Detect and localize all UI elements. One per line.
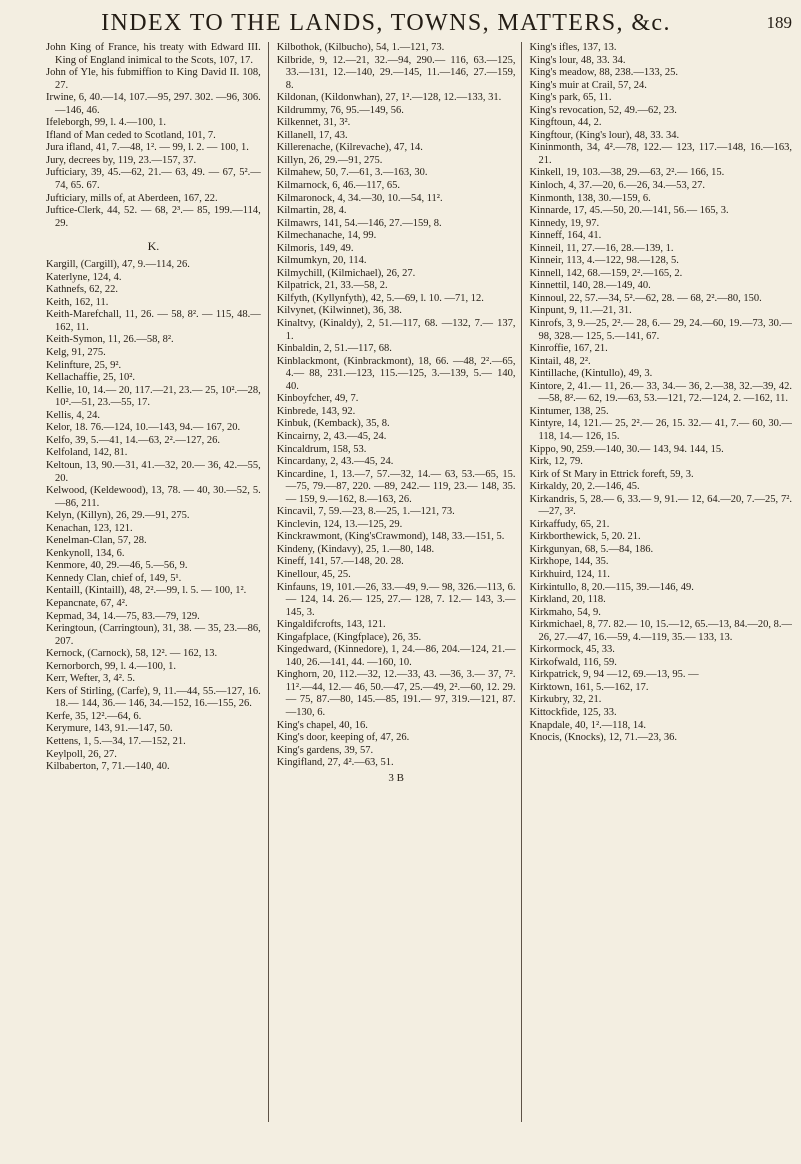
- index-entry: Kirkintullo, 8, 20.—115, 39.—146, 49.: [529, 581, 694, 593]
- index-entry: Kintore, 2, 41.— 11, 26.— 33, 34.— 36, 2.—38, 32.—39, 42.—58, 8².— 62, 19.—63, 53.—121, 72.—124, 2. —162, 11.: [529, 380, 792, 405]
- index-entry: Kentaill, (Kintaill), 48, 2².—99, l. 5. — 100, 1².: [46, 585, 247, 597]
- index-entry: Kincavil, 7, 59.—23, 8.—25, 1.—121, 73.: [276, 506, 455, 518]
- index-entry: Kinroffie, 167, 21.: [529, 343, 608, 355]
- index-entry: Kinloch, 4, 37.—20, 6.—26, 34.—53, 27.: [529, 180, 706, 192]
- index-entry: Kintillache, (Kintullo), 49, 3.: [529, 368, 653, 380]
- index-entry: Kininmonth, 34, 4².—78, 122.— 123, 117.—148, 16.—163, 21.: [529, 142, 792, 166]
- index-entry: Kinblackmont, (Kinbrackmont), 18, 66. —48, 2².—65, 4.— 88, 231.—123, 115.—125, 3.—139, 5.— 140, 40.: [276, 355, 516, 392]
- index-entry: Kinbuk, (Kemback), 35, 8.: [276, 418, 390, 430]
- index-entry: Kernorborch, 99, l. 4.—100, 1.: [46, 660, 177, 672]
- index-entry: Kincardine, 1, 13.—7, 57.—32, 14.— 63, 53.—65, 15.—75, 79.—87, 220. —89, 242.— 119, 23.— 148, 35.— 159, 9.—162, 8.—163, 26.: [276, 468, 516, 505]
- index-entry: Keylpoll, 26, 27.: [46, 748, 117, 760]
- index-entry: Kenachan, 123, 121.: [46, 522, 133, 534]
- index-entry: Kinfauns, 19, 101.—26, 33.—49, 9.— 98, 326.—113, 6.— 124, 14. 26.— 125, 27.— 128, 7. 12.— 143, 3.— 145, 3.: [276, 581, 516, 618]
- page-number: 189: [766, 13, 792, 32]
- index-entry: Kinpunt, 9, 11.—21, 31.: [529, 305, 632, 317]
- page-header: [32, 6, 792, 40]
- index-entry: John of Yle, his fubmiffion to King David II. 108, 27.: [46, 67, 261, 91]
- index-entry: Kirktown, 161, 5.—162, 17.: [529, 681, 649, 693]
- index-entry: Kelor, 18. 76.—124, 10.—143, 94.— 167, 20.: [46, 422, 241, 434]
- index-entry: Kildonan, (Kildonwhan), 27, 1².—128, 12.—133, 31.: [276, 92, 502, 104]
- index-entry: Kinneil, 11, 27.—16, 28.—139, 1.: [529, 242, 674, 254]
- index-entry: Kingedward, (Kinnedore), 1, 24.—86, 204.—124, 21.—140, 26.—141, 44. —160, 10.: [276, 644, 516, 668]
- index-entry: Kilkennet, 31, 3².: [276, 117, 351, 129]
- index-entry: Kepancnate, 67, 4².: [46, 597, 128, 609]
- index-entry: Kirkandris, 5, 28.— 6, 33.— 9, 91.— 12, 64.—20, 7.—25, 7².—27, 3².: [529, 493, 792, 518]
- index-columns: [46, 42, 792, 1122]
- section-letter-heading: K.: [147, 239, 160, 254]
- index-entry: Kirk of St Mary in Ettrick foreft, 59, 3.: [529, 468, 694, 480]
- index-entry: King's park, 65, 11.: [529, 92, 612, 104]
- index-entry: Kirkgunyan, 68, 5.—84, 186.: [529, 543, 654, 555]
- index-entry: Kinclevin, 124, 13.—125, 29.: [276, 518, 403, 530]
- index-entry: Kilmarnock, 6, 46.—117, 65.: [276, 180, 401, 192]
- index-entry: Kers of Stirling, (Carfe), 9, 11.—44, 55.—127, 16. 18.— 144, 36.— 146, 34.—152, 16.—155, 26.: [46, 685, 261, 710]
- index-entry: Kelyn, (Killyn), 26, 29.—91, 275.: [46, 510, 190, 522]
- index-entry: Kirk, 12, 79.: [529, 456, 583, 468]
- index-entry: King's door, keeping of, 47, 26.: [276, 732, 410, 744]
- index-entry: King's ifles, 137, 13.: [529, 42, 617, 53]
- index-entry: Knapdale, 40, 1².—118, 14.: [529, 719, 646, 731]
- index-entry: Kinmonth, 138, 30.—159, 6.: [529, 192, 651, 204]
- index-column-right: [521, 42, 792, 1122]
- index-entry: Kernock, (Carnock), 58, 12². — 162, 13.: [46, 648, 218, 660]
- index-entry: Kerymure, 143, 91.—147, 50.: [46, 723, 173, 735]
- index-entry: Kenmore, 40, 29.—46, 5.—56, 9.: [46, 560, 188, 572]
- index-entry: Kindeny, (Kindavy), 25, 1.—80, 148.: [276, 543, 435, 555]
- index-entry: Killerenache, (Kilrevache), 47, 14.: [276, 142, 423, 154]
- index-entry: Kilmartin, 28, 4.: [276, 205, 347, 217]
- index-entry: Kinghorn, 20, 112.—32, 12.—33, 43. —36, 3.— 37, 7². 11².—44, 12.— 46, 50.—47, 25.—49, 2².—60, 12. 29.— 75, 87.—80, 145.—85, 191.— 97, 319.—121, 87.—130, 6.: [276, 669, 516, 718]
- index-entry: Killyn, 26, 29.—91, 275.: [276, 154, 383, 166]
- index-entry: Kettens, 1, 5.—34, 17.—152, 21.: [46, 735, 186, 747]
- index-entry: Kelinfture, 25, 9².: [46, 359, 122, 371]
- index-entry: Kirkofwald, 116, 59.: [529, 656, 617, 668]
- index-entry: Kilbride, 9, 12.—21, 32.—94, 290.— 116, 63.—125, 33.—131, 12.—140, 29.—145, 11.—146, 27.—159, 8.: [276, 54, 516, 91]
- index-entry: King's muir at Crail, 57, 24.: [529, 79, 647, 91]
- index-entry: Kirkormock, 45, 33.: [529, 644, 615, 656]
- index-entry: Kellachaffie, 25, 10².: [46, 372, 135, 384]
- index-entry: Kilmumkyn, 20, 114.: [276, 255, 367, 267]
- index-entry: Kelfoland, 142, 81.: [46, 447, 128, 459]
- index-entry: Kilbothok, (Kilbucho), 54, 1.—121, 73.: [276, 42, 445, 53]
- index-entry: Kincaldrum, 158, 53.: [276, 443, 367, 455]
- index-entry: Ifeleborgh, 99, l. 4.—100, 1.: [46, 117, 166, 129]
- index-entry: Kinnell, 142, 68.—159, 2².—165, 2.: [529, 267, 683, 279]
- index-entry: Jufticiary, mills of, at Aberdeen, 167, 22.: [46, 192, 218, 204]
- index-entry: Kilvynet, (Kilwinnet), 36, 38.: [276, 305, 402, 317]
- index-entry: Kintail, 48, 2².: [529, 355, 591, 367]
- index-entry: Kinboyfcher, 49, 7.: [276, 393, 359, 405]
- index-entry: Kintyre, 14, 121.— 25, 2².— 26, 15. 32.— 41, 7.— 60, 30.— 118, 14.— 126, 15.: [529, 418, 792, 442]
- index-entry: Kellis, 4, 24.: [46, 409, 100, 421]
- index-entry: Keltoun, 13, 90.—31, 41.—32, 20.— 36, 42.—55, 20.: [46, 459, 261, 484]
- running-title: INDEX TO THE LANDS, TOWNS, MATTERS, &c.: [101, 10, 671, 36]
- index-column-middle: [268, 42, 522, 1122]
- index-entry: Kippo, 90, 259.—140, 30.— 143, 94. 144, 15.: [529, 443, 724, 455]
- index-entry: Kinellour, 45, 25.: [276, 568, 351, 580]
- index-entry: Kirkpatrick, 9, 94 —12, 69.—13, 95. —: [529, 669, 699, 681]
- index-entry: Jufticiary, 39, 45.—62, 21.— 63, 49. — 67, 5².—74, 65. 67.: [46, 167, 261, 192]
- index-entry: Kirkhuird, 124, 11.: [529, 568, 610, 580]
- index-entry: Kilpatrick, 21, 33.—58, 2.: [276, 280, 388, 292]
- index-entry: King's lour, 48, 33. 34.: [529, 54, 626, 66]
- index-entry: Kirkaldy, 20, 2.—146, 45.: [529, 481, 640, 493]
- index-entry: Kirkland, 20, 118.: [529, 594, 606, 606]
- index-entry: Keringtoun, (Carringtoun), 31, 38. — 35, 23.—86, 207.: [46, 623, 261, 647]
- index-entry: Kinnettil, 140, 28.—149, 40.: [529, 280, 651, 292]
- index-entry: Kinnedy, 19, 97.: [529, 217, 600, 229]
- index-entry: Kerfe, 35, 12².—64, 6.: [46, 710, 142, 722]
- index-entry: Kilbaberton, 7, 71.—140, 40.: [46, 761, 170, 773]
- index-entry: Jury, decrees by, 119, 23.—157, 37.: [46, 154, 197, 166]
- index-entry: King's chapel, 40, 16.: [276, 719, 368, 731]
- index-entry: Kirkhope, 144, 35.: [529, 556, 609, 568]
- index-entry: Kingftour, (King's lour), 48, 33. 34.: [529, 129, 680, 141]
- index-entry: Kenkynoll, 134, 6.: [46, 547, 125, 559]
- index-entry: Kirkmichael, 8, 77. 82.— 10, 15.—12, 65.—13, 84.—20, 8.—26, 27.—47, 16.—59, 4.—119, 35.— 133, 13.: [529, 619, 792, 643]
- index-entry: Kerr, Wefter, 3, 4². 5.: [46, 673, 136, 685]
- index-entry: Kinbrede, 143, 92.: [276, 405, 356, 417]
- index-entry: Jura ifland, 41, 7.—48, 1². — 99, l. 2. — 100, 1.: [46, 142, 249, 154]
- index-entry: Irwine, 6, 40.—14, 107.—95, 297. 302. —96, 306.—146, 46.: [46, 92, 261, 116]
- signature-mark: 3 B: [388, 771, 404, 784]
- index-entry: Kelg, 91, 275.: [46, 347, 106, 359]
- index-entry: Kinrofs, 3, 9.—25, 2².— 28, 6.— 29, 24.—60, 19.—73, 30.—98, 328.— 125, 5.—141, 67.: [529, 318, 792, 342]
- index-entry: Kargill, (Cargill), 47, 9.—114, 26.: [46, 259, 190, 271]
- index-entry: Kinneff, 164, 41.: [529, 230, 602, 242]
- index-entry: Keith-Symon, 11, 26.—58, 8².: [46, 334, 174, 346]
- index-entry: Kilfyth, (Kyllynfyth), 42, 5.—69, l. 10. —71, 12.: [276, 292, 484, 304]
- index-entry: Juftice-Clerk, 44, 52. — 68, 2³.— 85, 199.—114, 29.: [46, 205, 261, 229]
- index-entry: Kineff, 141, 57.—148, 20. 28.: [276, 556, 404, 568]
- index-entry: Keith-Marefchall, 11, 26. — 58, 8². — 115, 48.—162, 11.: [46, 309, 261, 333]
- index-entry: Kincardany, 2, 43.—45, 24.: [276, 456, 394, 468]
- index-entry: Kilmawrs, 141, 54.—146, 27.—159, 8.: [276, 217, 442, 229]
- index-entry: Kinkell, 19, 103.—38, 29.—63, 2².— 166, 15.: [529, 167, 725, 179]
- index-entry: Kittockfide, 125, 33.: [529, 706, 617, 718]
- index-entry: Kennedy Clan, chief of, 149, 5¹.: [46, 572, 182, 584]
- index-entry: Killanell, 17, 43.: [276, 129, 348, 141]
- index-entry: Kildrummy, 76, 95.—149, 56.: [276, 104, 404, 116]
- index-entry: Katerlyne, 124, 4.: [46, 271, 122, 283]
- index-entry: King's gardens, 39, 57.: [276, 744, 374, 756]
- index-entry: Kilmechanache, 14, 99.: [276, 230, 377, 242]
- index-entry: Kirkaffudy, 65, 21.: [529, 518, 610, 530]
- index-entry: Kinckrawmont, (King'sCrawmond), 148, 33.—151, 5.: [276, 531, 505, 543]
- index-column-left: [46, 42, 268, 1122]
- index-entry: Kintumer, 138, 25.: [529, 405, 609, 417]
- index-entry: Kilmoris, 149, 49.: [276, 242, 354, 254]
- index-entry: Kelwood, (Keldewood), 13, 78. — 40, 30.—52, 5.—86, 211.: [46, 485, 261, 509]
- index-entry: Kinaltvy, (Kinaldy), 2, 51.—117, 68. —132, 7.— 137, 1.: [276, 318, 516, 342]
- index-entry: Kincairny, 2, 43.—45, 24.: [276, 430, 387, 442]
- index-entry: Kingaldifcrofts, 143, 121.: [276, 619, 386, 631]
- index-entry: Kirkborthewick, 5, 20. 21.: [529, 531, 641, 543]
- index-entry: Kenelman-Clan, 57, 28.: [46, 535, 147, 547]
- index-entry: Kinneir, 113, 4.—122, 98.—128, 5.: [529, 255, 679, 267]
- index-entry: King's meadow, 88, 238.—133, 25.: [529, 67, 678, 79]
- index-entry: Kingafplace, (Kingfplace), 26, 35.: [276, 631, 422, 643]
- index-entry: Knocis, (Knocks), 12, 71.—23, 36.: [529, 732, 678, 744]
- index-entry: Kirkmaho, 54, 9.: [529, 606, 601, 618]
- index-entry: Kinnarde, 17, 45.—50, 20.—141, 56.— 165, 3.: [529, 205, 729, 217]
- index-entry: Kinbaldin, 2, 51.—117, 68.: [276, 343, 392, 355]
- index-entry: Kathnefs, 62, 22.: [46, 284, 119, 296]
- index-entry: Kirkubry, 32, 21.: [529, 694, 602, 706]
- index-entry: Keith, 162, 11.: [46, 296, 109, 308]
- index-entry: Ifland of Man ceded to Scotland, 101, 7.: [46, 129, 216, 141]
- index-entry: Kelfo, 39, 5.—41, 14.—63, 2².—127, 26.: [46, 434, 221, 446]
- index-entry: Kinnoul, 22, 57.—34, 5².—62, 28. — 68, 2².—80, 150.: [529, 292, 762, 304]
- index-entry: John King of France, his treaty with Edward III. King of England inimical to the Scots, 107, 17.: [46, 42, 261, 66]
- index-entry: King's revocation, 52, 49.—62, 23.: [529, 104, 677, 116]
- index-entry: Kepmad, 34, 14.—75, 83.—79, 129.: [46, 610, 200, 622]
- index-entry: Kilmychill, (Kilmichael), 26, 27.: [276, 267, 416, 279]
- index-entry: Kellie, 10, 14.— 20, 117.—21, 23.— 25, 10².—28, 10².—51, 23.—55, 17.: [46, 384, 261, 409]
- index-entry: Kingifland, 27, 4².—63, 51.: [276, 757, 394, 769]
- index-entry: Kilmahew, 50, 7.—61, 3.—163, 30.: [276, 167, 428, 179]
- index-entry: Kilmaronock, 4, 34.—30, 10.—54, 11².: [276, 192, 443, 204]
- index-entry: Kingftoun, 44, 2.: [529, 117, 602, 129]
